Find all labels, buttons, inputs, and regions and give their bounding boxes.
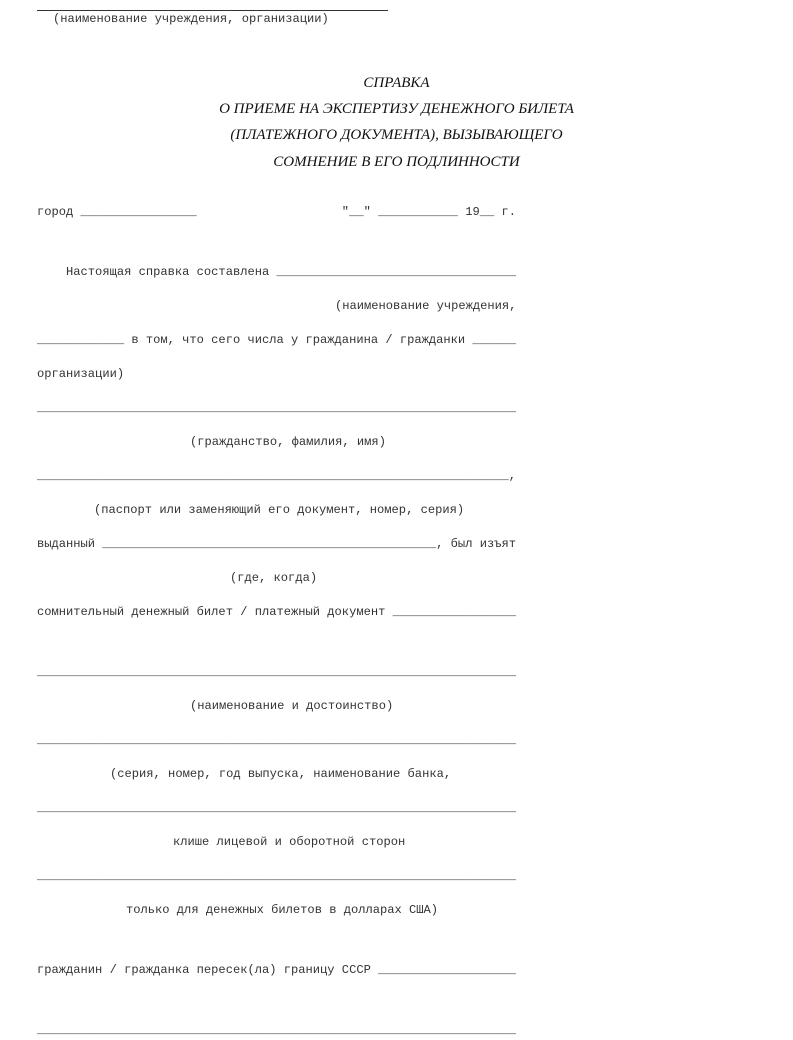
document-title-line-2: О ПРИЕМЕ НА ЭКСПЕРТИЗУ ДЕНЕЖНОГО БИЛЕТА (219, 101, 574, 117)
final-field: __________________________________________________________________ (37, 1023, 516, 1037)
organization-name-line (37, 10, 388, 11)
document-title: СПРАВКА (363, 75, 430, 91)
institution-caption: (наименование учреждения, (335, 299, 517, 313)
passport-caption: (паспорт или заменяющий его документ, номер, серия) (94, 503, 465, 517)
cliche-field: __________________________________________________________________ (37, 801, 516, 815)
city-date-line: город ________________ "__" ___________ 19__ г. (37, 205, 516, 219)
document-title-line-4: СОМНЕНИЕ В ЕГО ПОДЛИННОСТИ (273, 154, 520, 170)
denomination-caption: (наименование и достоинство) (190, 699, 394, 713)
compiled-by-line: Настоящая справка составлена _________________________________ (37, 265, 516, 279)
series-caption: (серия, номер, год выпуска, наименование банка, (110, 767, 452, 781)
organization-caption-cont: организации) (37, 367, 125, 381)
where-when-caption: (где, когда) (230, 571, 318, 585)
citizen-line: ____________ в том, что сего числа у гражданина / гражданки ______ (37, 333, 516, 347)
series-field: __________________________________________________________________ (37, 733, 516, 747)
denomination-field: __________________________________________________________________ (37, 665, 516, 679)
suspicious-document-line: сомнительный денежный билет / платежный документ _________________ (37, 605, 516, 619)
cliche-caption: клише лицевой и оборотной сторон (173, 835, 406, 849)
usd-caption: только для денежных билетов в долларах США) (126, 903, 439, 917)
usd-field: __________________________________________________________________ (37, 869, 516, 883)
issued-line: выданный ______________________________________________, был изъят (37, 537, 516, 551)
document-title-line-3: (ПЛАТЕЖНОГО ДОКУМЕНТА), ВЫЗЫВАЮЩЕГО (230, 127, 563, 143)
border-crossing-line: гражданин / гражданка пересек(ла) границу СССР ___________________ (37, 963, 516, 977)
passport-field: _________________________________________________________________, (37, 469, 516, 483)
organization-caption: (наименование учреждения, организации) (53, 12, 329, 26)
citizenship-name-caption: (гражданство, фамилия, имя) (190, 435, 386, 449)
citizen-name-field: __________________________________________________________________ (37, 401, 516, 415)
